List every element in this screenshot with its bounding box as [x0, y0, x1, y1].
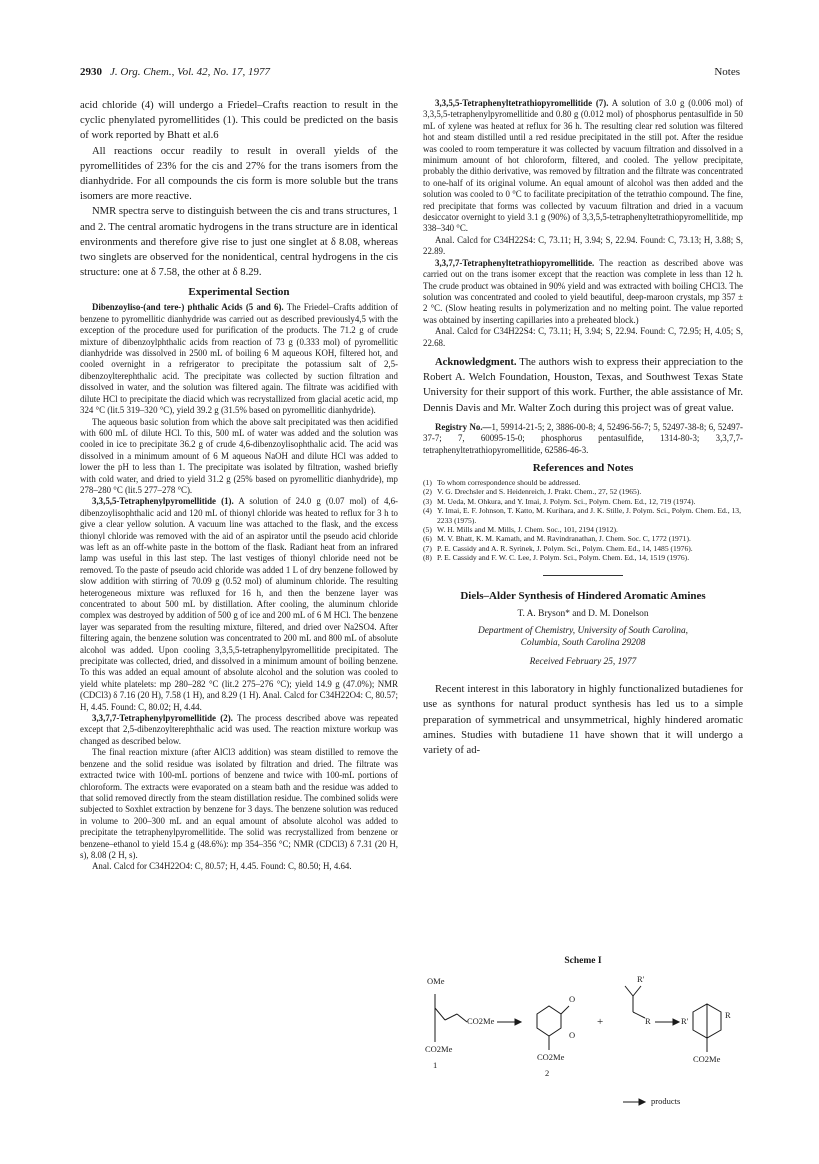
header-left: [80, 66, 270, 78]
reference-item: [423, 478, 743, 487]
paragraph-text: The reaction as described above was carried out on the trans isomer except that the reaction was complete in less than 12 h. The crude product was obtained in 90% yield and was extracted with boiling CHCl3. The solution was concentrated and cooled to yield beautiful, deep-maroon crystals, mp 357 ± 2 °C. (Slow heating results in polymerization and no melting point. The value reported was obtained by inserting capillaries into a preheated block.): [423, 257, 743, 325]
reference-number: (7): [423, 543, 432, 553]
reference-number: (2): [423, 487, 432, 497]
reference-item: [423, 487, 743, 496]
reference-text: M. Ueda, M. Ohkura, and Y. Imai, J. Polym. Sci., Polym. Chem. Ed., 12, 719 (1974).: [437, 496, 696, 506]
reference-text: To whom correspondence should be addressed.: [437, 477, 581, 487]
experimental-paragraph: [80, 302, 398, 416]
scheme-title: Scheme I: [564, 956, 602, 966]
intro-paragraph: Recent interest in this laboratory in highly functionalized butadienes for use as synthons for natural product synthesis has led us to a simple preparation of symmetrical and unsymmetrical, highly hindered aromatic amines. Studies with butadiene 11 have shown that it will undergo a variety of ad-: [423, 684, 743, 757]
label-co2me: CO2Me: [537, 1052, 565, 1062]
reference-item: [423, 544, 743, 553]
experimental-paragraph: [423, 98, 743, 235]
body-paragraph: acid chloride (4) will undergo a Friedel–Crafts reaction to result in the cyclic phenylated pyromellitides (1). This could be predicted on the basis of work reported by Bhatt et al.6: [80, 100, 398, 142]
reaction-scheme: [423, 956, 743, 1136]
authors: T. A. Bryson* and D. M. Donelson: [517, 608, 649, 619]
reference-item: [423, 497, 743, 506]
paragraph-text: A solution of 24.0 g (0.07 mol) of 4,6-dibenzoylisophthalic acid and 120 mL of thionyl chloride was heated to reflux for 3 h to give a clear yellow solution. A vacuum line was attached to the flask, and the excess thionyl chloride was removed with the aid of an aspirator until the pseudo acid chloride was left as an off-white paste in the bottom of the flask. Radiant heat from an infrared lamp was useful in this last step. The last vestiges of thionyl chloride need not be removed. To the paste of pseudo acid chloride was added 1 L of dry benzene followed by slow addition with stirring of 70.09 g (0.52 mol) of aluminum chloride. The resulting heterogeneous mixture was refluxed for 16 h, and then the benzene layer was concentrated to about 500 mL by distillation. After cooling, the aluminum chloride complex was destroyed by addition of 500 g of ice and 200 mL of 6 M HCl. The benzene layer was separated from the resulting mixture, filtered, and dried over Na2SO4. After filtering again, the benzene solution was concentrated to 200 mL and 800 mL of absolute alcohol was added. Upon cooling 3,3,5,5-tetraphenylpyromellitide precipitated. The precipitate was collected, dried, and dissolved in a minimum amount of boiling benzene. To this was added an equal amount of absolute alcohol and the solution was cooled to yield white platelets: mp 280–282 °C (lit.2 275–276 °C); yield 14.9 g (47.0%); NMR (CDCl3) δ 7.16 (20 H), 7.58 (1 H), and 8.29 (1 H). Anal. Calcd for C34H22O4: C, 80.57; H, 4.45. Found: C, 80.02; H, 4.44.: [80, 496, 398, 712]
label-products: products: [651, 1096, 681, 1106]
label-co2me: CO2Me: [467, 1016, 495, 1026]
analysis-paragraph: Anal. Calcd for C34H22S4: C, 73.11; H, 3.94; S, 22.94. Found: C, 72.95; H, 4.05; S, 22.68.: [423, 326, 743, 348]
subsection-title: 3,3,5,5-Tetraphenylpyromellitide (1).: [92, 496, 234, 507]
acknowledgment-text: The authors wish to express their appreciation to the Robert A. Welch Foundation, Houston, Texas, and Southwest Texas State University for their support of this work. Further, the able assistance of Mr. Dennis Davis and Mr. Walter Zoch during this project was of great value.: [423, 356, 743, 414]
label-r: R: [645, 1016, 651, 1026]
affiliation-line: Columbia, South Carolina 29208: [520, 638, 646, 649]
reference-text: P. E. Cassidy and F. W. C. Lee, J. Polym. Sci., Polym. Chem. Ed., 14, 1519 (1976).: [437, 553, 690, 563]
reference-text: V. G. Drechsler and S. Heidenreich, J. Prakt. Chem., 27, 52 (1965).: [437, 487, 642, 497]
reference-item: [423, 534, 743, 543]
reference-text: W. H. Mills and M. Mills, J. Chem. Soc., 101, 2194 (1912).: [437, 525, 618, 534]
body-paragraph: All reactions occur readily to result in overall yields of the pyromellitides of 23% for the cis and 27% for the trans isomers from the dianhydride. For all compounds the cis form is more soluble but the trans isomers are more reactive.: [80, 145, 398, 203]
left-column: [80, 98, 398, 873]
label-oxygen: O: [569, 1030, 576, 1040]
registry-title: Registry No.—: [435, 421, 492, 432]
experimental-paragraph: The aqueous basic solution from which the above salt precipitated was then acidified with 600 mL of dilute HCl. To this, 500 mL of water was added and the solution was cooled in ice to precipitate 36.2 g of crude 4,6-dibenzoylisophthalic acid. The acid was dissolved in a minimum amount of 6 M aqueous NaOH and dilute HCl was added to lower the pH to less than 1. The precipitate was isolated by filtration, washed briefly with cold water, and dried to yield 31.2 g (25% based on pyromellitic dianhydride), mp 278–280 °C (lit.5 277–278 °C).: [80, 416, 398, 495]
reference-text: M. V. Bhatt, K. M. Kamath, and M. Ravindranathan, J. Chem. Soc. C, 1772 (1971).: [437, 534, 691, 544]
paragraph-text: A solution of 3.0 g (0.006 mol) of 3,3,5,5-tetraphenylpyromellitide and 0.80 g (0.012 mol) of phosphorus pentasulfide in 50 mL of xylene was heated at reflux for 36 h. The resulting clear red solution was filtered hot and steam distilled until a red residue precipitated in the still pot. After the residue was cooled to room temperature it was collected by vacuum filtration and dissolved in a minimum amount of hot chloroform, filtered, and cooled. The yellow precipitate, probably the dithio derivative, was removed by filtration and the filtrate was concentrated to one-half of its original volume. An equal amount of alcohol was then added and the solution was cooled to 0 °C to facilitate precipitation of the tetrathio compound. The fine, red precipitate that forms was collected by vacuum filtration and dried in a vacuum desiccator overnight to yield 3.1 g (90%) of 3,3,5,5-tetraphenyltetrathiopyromellitide, mp 338–340 °C.: [423, 98, 743, 234]
section-heading: Experimental Section: [188, 286, 290, 299]
subsection-title: 3,3,7,7-Tetraphenylpyromellitide (2).: [92, 713, 233, 724]
label-r-prime: R′: [681, 1016, 689, 1026]
experimental-paragraph: [80, 713, 398, 747]
page-header: [80, 66, 740, 82]
right-column: [423, 98, 743, 758]
reference-text: P. E. Cassidy and A. R. Syrinek, J. Polym. Sci., Polym. Chem. Ed., 14, 1485 (1976).: [437, 543, 693, 553]
reference-number: (8): [423, 553, 432, 563]
label-ome: OMe: [427, 976, 445, 986]
acknowledgment-title: Acknowledgment.: [435, 356, 517, 368]
reference-item: [423, 506, 743, 525]
subsection-title: 3,3,5,5-Tetraphenyltetrathiopyromellitide (7).: [435, 98, 609, 108]
scheme-drawing: [423, 956, 743, 1136]
analysis-paragraph: Anal. Calcd for C34H22O4: C, 80.57; H, 4.45. Found: C, 80.50; H, 4.64.: [92, 861, 352, 872]
label-r-prime: R′: [637, 974, 645, 984]
received-date: Received February 25, 1977: [529, 656, 637, 667]
experimental-paragraph: [423, 258, 743, 326]
compound-number-1: 1: [433, 1060, 438, 1070]
label-oxygen: O: [569, 994, 576, 1004]
paragraph-text: The process described above was repeated except that 2,5-dibenzoylterephthalic acid was used. The reaction mixture workup was changed as described below.: [80, 713, 399, 746]
registry-numbers: [423, 422, 743, 456]
label-co2me: CO2Me: [425, 1044, 453, 1054]
subsection-title: 3,3,7,7-Tetraphenyltetrathiopyromellitide.: [435, 257, 595, 268]
paragraph-text: The Friedel–Crafts addition of benzene to pyromellitic dianhydride was carried out as described previously4,5 with the exception of the procedure used for purification of the products. The 71.2 g of crude mixture of dibenzoylphthalic acids from reaction of 73 g (0.333 mol) of pyromellitic dianhydride was dissolved in 2500 mL of boiling 6 M aqueous KOH, filtered hot, and cooled overnight in a refrigerator to precipitate the potassium salt of 2,5-dibenzoylterephthalic acid. The precipitate was collected by suction filtration and dissolved in water, and the solution was filtered again. The filtrate was acidified with dilute HCl to precipitate the diacid which was recrystallized from glacial acetic acid, mp 324 °C (lit.5 319–320 °C), yield 39.2 g (31.5% based on pyromellitic dianhydride).: [80, 302, 399, 416]
reference-number: (6): [423, 534, 432, 544]
article-title: Diels–Alder Synthesis of Hindered Aromatic Amines: [460, 589, 706, 602]
reference-item: [423, 525, 743, 534]
journal-citation: J. Org. Chem., Vol. 42, No. 17, 1977: [110, 66, 271, 78]
analysis-paragraph: Anal. Calcd for C34H22S4: C, 73.11; H, 3.94; S, 22.94. Found: C, 73.13; H, 3.88; S, 22.89.: [423, 234, 743, 257]
label-r: R: [725, 1010, 731, 1020]
body-paragraph: NMR spectra serve to distinguish between the cis and trans structures, 1 and 2. The central aromatic hydrogens in the trans structure are in identical environments and therefore give rise to just one singlet at δ 8.08, whereas two singlets are observed for the nonidentical, central hydrogens in the cis structure: one at δ 7.58, the other at δ 8.29.: [80, 206, 398, 279]
reference-list: [423, 478, 743, 563]
section-name: Notes: [714, 66, 740, 78]
divider: [543, 575, 623, 576]
label-co2me: CO2Me: [693, 1054, 721, 1064]
acknowledgment: [423, 355, 743, 416]
reference-text: Y. Imai, E. F. Johnson, T. Katto, M. Kurihara, and J. K. Stille, J. Polym. Sci., Polym. Chem. Ed., 13, 2233 (1975).: [437, 506, 741, 525]
reference-number: (3): [423, 496, 432, 506]
experimental-paragraph: The final reaction mixture (after AlCl3 addition) was steam distilled to remove the benzene and the solid residue was isolated by filtration and dried. The filtrate was extracted twice with 100-mL portions of benzene and twice with 100-mL portions of chloroform. The extracts were evaporated on a steam bath and the residue was added to that solid removed directly from the steam distillation residue. The combined solids were subjected to Soxhlet extraction by benzene for 3 days. The benzene solution was reduced in volume to 200–300 mL and an equal amount of absolute alcohol was added to precipitate the tetraphenylpyromellitide. The solid was recrystallized from benzene or benzene–ethanol to yield 15.4 g (48.6%): mp 354–356 °C; NMR (CDCl3) δ 7.31 (20 H, s), 8.08 (2 H, s).: [80, 747, 398, 860]
compound-number-2: 2: [545, 1068, 550, 1078]
registry-text: 1, 59914-21-5; 2, 3886-00-8; 4, 52496-56-7; 5, 52497-38-8; 6, 52497-37-7; 7, 60095-15-0; phosphorus pentasulfide, 1314-80-3; 3,3,7,7-tetraphenyltetrathiopyromellitide, 62586-46-3.: [423, 421, 743, 455]
plus-sign: +: [597, 1016, 604, 1028]
page-number: 2930: [80, 66, 102, 78]
reference-number: (4): [423, 506, 432, 516]
references-heading: References and Notes: [532, 461, 634, 474]
reference-number: (1): [423, 477, 432, 487]
experimental-paragraph: [80, 496, 398, 713]
subsection-title: Dibenzoyliso-(and tere-) phthalic Acids (5 and 6).: [92, 302, 284, 313]
reference-number: (5): [423, 525, 432, 534]
affiliation-line: Department of Chemistry, University of South Carolina,: [477, 626, 689, 637]
reference-item: [423, 553, 743, 562]
